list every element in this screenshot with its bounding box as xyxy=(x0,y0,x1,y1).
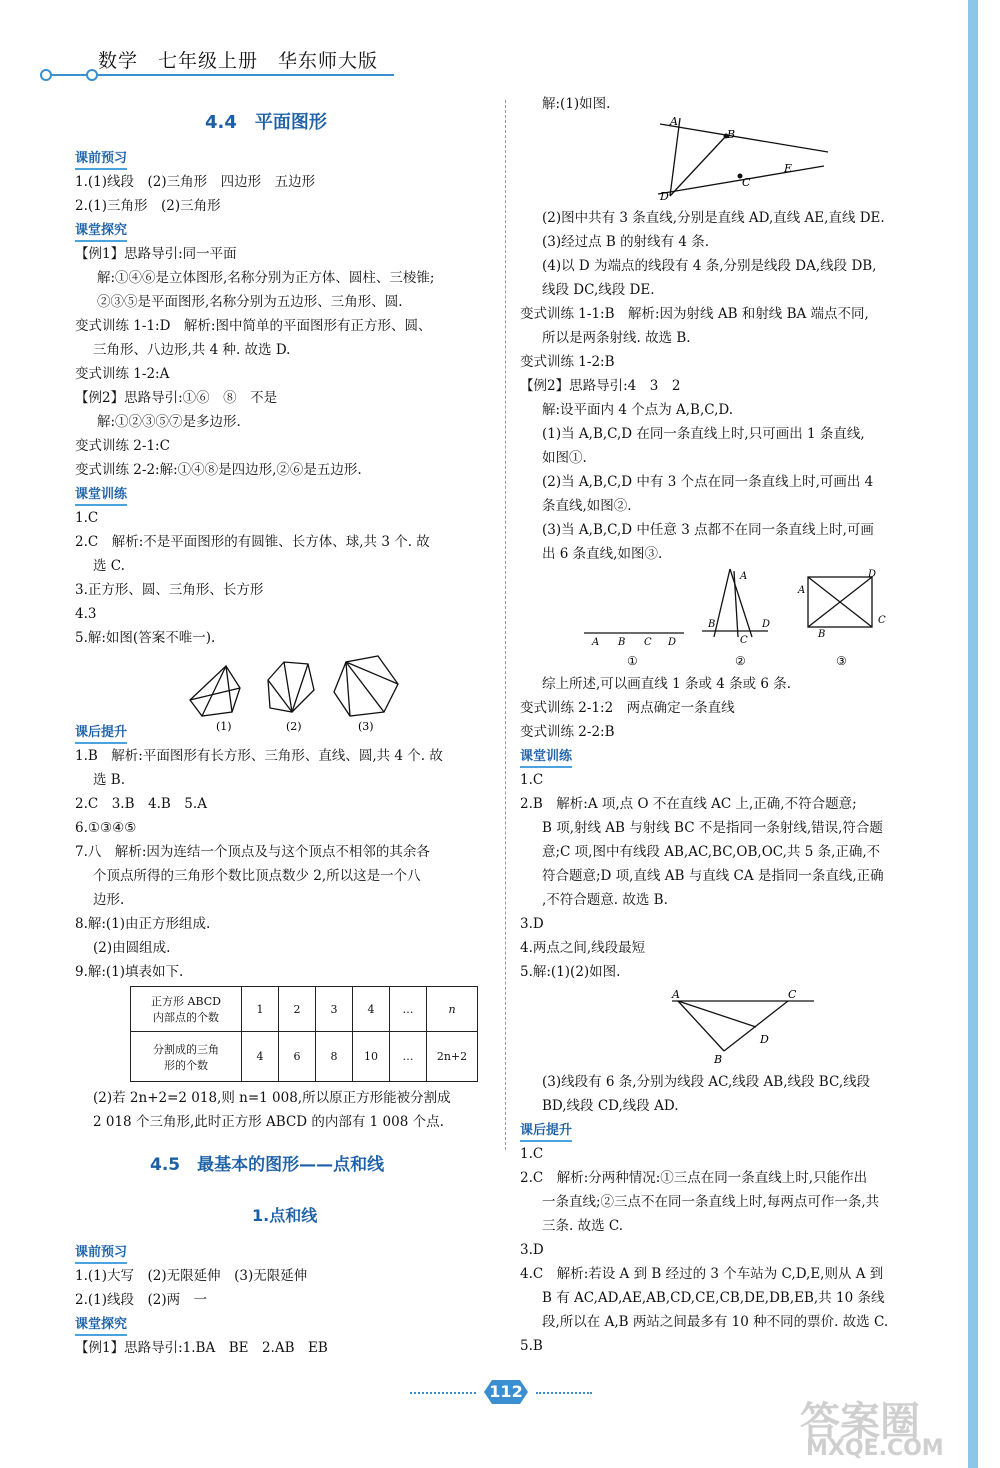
text-line: 5.B xyxy=(520,1338,543,1354)
text-line: (2)当 A,B,C,D 中有 3 个点在同一条直线上时,可画出 4 xyxy=(542,474,874,490)
text-line: 1.(1)线段 (2)三角形 四边形 五边形 xyxy=(75,174,316,190)
text-line: 一条直线;②三点不在同一条直线上时,每两点可作一条,共 xyxy=(542,1194,880,1210)
text-line: 2.C 解析:分两种情况:①三点在同一条直线上时,只能作出 xyxy=(520,1170,868,1186)
left-block-a xyxy=(75,146,434,650)
table-cell: 8 xyxy=(316,1032,353,1082)
text-line: 边形. xyxy=(93,892,125,908)
watermark-logo: 答案圈 xyxy=(800,1399,920,1445)
table-cell: … xyxy=(390,987,427,1032)
tag-line xyxy=(75,720,443,744)
table-cell: 4 xyxy=(353,987,390,1032)
text-line: 解:①④⑥是立体图形,名称分别为正方体、圆柱、三棱锥; xyxy=(97,270,435,286)
figure-four-points xyxy=(580,565,900,670)
text-line: 变式训练 2-1:C xyxy=(75,438,170,454)
footer-dotted-line xyxy=(536,1392,592,1394)
table-cell: 6 xyxy=(279,1032,316,1082)
text-line: 综上所述,可以画直线 1 条或 4 条或 6 条. xyxy=(542,676,792,692)
figure-number: ③ xyxy=(836,654,847,668)
svg-text:A: A xyxy=(740,571,748,582)
svg-text:B: B xyxy=(618,637,626,648)
svg-text:D: D xyxy=(760,1033,769,1046)
table-cell: 4 xyxy=(242,1032,279,1082)
text-line: 4.C 解析:若设 A 到 B 经过的 3 个车站为 C,D,E,则从 A 到 xyxy=(520,1266,884,1282)
text-line: 【例2】思路导引:①⑥ ⑧ 不是 xyxy=(75,390,278,406)
text-line: 9.解:(1)填表如下. xyxy=(75,964,184,980)
svg-text:C: C xyxy=(878,615,886,626)
text-line: B 项,射线 AB 与射线 BC 不是指同一条射线,错误,符合题 xyxy=(542,820,883,836)
text-line: ②③⑤是平面图形,名称分别为五边形、三角形、圆. xyxy=(97,294,403,310)
running-header: 数学 七年级上册 华东师大版 xyxy=(98,50,379,72)
svg-text:A: A xyxy=(592,637,600,648)
text-line: 5.解:如图(答案不唯一). xyxy=(75,630,216,646)
tag-line xyxy=(520,744,884,768)
svg-text:B: B xyxy=(708,619,716,630)
text-line: 如图①. xyxy=(542,450,587,466)
figure-number: ② xyxy=(735,654,746,668)
text-line: 2.(1)线段 (2)两 一 xyxy=(75,1292,208,1308)
subsection-title: 1.点和线 xyxy=(252,1206,318,1225)
section-title-4-4: 4.4 平面图形 xyxy=(205,112,327,133)
text-line: 所以是两条射线. 故选 B. xyxy=(542,330,691,346)
text-line: 1.(1)大写 (2)无限延伸 (3)无限延伸 xyxy=(75,1268,308,1284)
text-line: 2.C 3.B 4.B 5.A xyxy=(75,796,207,812)
text-line: 意;C 项,图中有线段 AB,AC,BC,OB,OC,共 5 条,正确,不 xyxy=(542,844,881,860)
text-line: 7.八 解析:因为连结一个顶点及与这个顶点不相邻的其余各 xyxy=(75,844,430,860)
tag-line xyxy=(75,482,434,506)
text-line: 1.B 解析:平面图形有长方形、三角形、直线、圆,共 4 个. 故 xyxy=(75,748,443,764)
text-line: 2 018 个三角形,此时正方形 ABCD 的内部有 1 008 个点. xyxy=(93,1114,444,1130)
page-edge-bar xyxy=(968,0,978,1468)
text-line: 1.C xyxy=(520,1146,544,1162)
column-divider xyxy=(505,100,506,1150)
text-line: 2.B 解析:A 项,点 O 不在直线 AC 上,正确,不符合题意; xyxy=(520,796,857,812)
tag-line xyxy=(75,1312,328,1336)
text-line: ,不符合题意. 故选 B. xyxy=(542,892,668,908)
tag-line xyxy=(75,1240,328,1264)
table-cell: 2 xyxy=(279,987,316,1032)
section-tag: 课前预习 xyxy=(75,150,127,170)
figure-label: (1) xyxy=(216,720,232,733)
text-line: 【例1】思路导引:同一平面 xyxy=(75,246,237,262)
point-label: B xyxy=(727,128,736,141)
text-line: 变式训练 1-2:A xyxy=(75,366,170,382)
figure-lines-1 xyxy=(650,112,840,204)
text-line: 1.C xyxy=(75,510,99,526)
text-line: 2.C 解析:不是平面图形的有圆锥、长方体、球,共 3 个. 故 xyxy=(75,534,430,550)
section-tag: 课前预习 xyxy=(75,1244,127,1264)
header-dot xyxy=(40,69,52,81)
tag-line xyxy=(75,146,434,170)
page-number: 112 xyxy=(489,1382,523,1401)
table-cell: 2n+2 xyxy=(427,1032,478,1082)
text-line: B 有 AC,AD,AE,AB,CD,CE,CB,DE,DB,EB,共 10 条线 xyxy=(542,1290,885,1306)
text-line: 个顶点所得的三角形个数比顶点数少 2,所以这是一个八 xyxy=(93,868,421,884)
section-title-4-5: 4.5 最基本的图形——点和线 xyxy=(150,1155,385,1175)
svg-text:C: C xyxy=(788,988,797,1001)
svg-text:A: A xyxy=(798,585,806,596)
left-block-d xyxy=(75,1240,328,1360)
text-line: 变式训练 1-2:B xyxy=(520,354,615,370)
svg-text:D: D xyxy=(868,569,877,580)
text-line: 选 B. xyxy=(93,772,126,788)
data-table xyxy=(130,986,478,1082)
table-cell: n xyxy=(427,987,478,1032)
svg-text:A: A xyxy=(672,988,680,1001)
point-label: A xyxy=(670,115,678,128)
text-line: (3)经过点 B 的射线有 4 条. xyxy=(542,234,710,250)
text-line: 线段 DC,线段 DE. xyxy=(542,282,655,298)
svg-text:D: D xyxy=(668,637,677,648)
table-cell: … xyxy=(390,1032,427,1082)
text-line: 解:(1)如图. xyxy=(542,96,611,112)
figure-triangle xyxy=(668,985,818,1065)
figure-number: ① xyxy=(627,654,638,668)
right-block-c xyxy=(520,1070,888,1358)
left-block-b xyxy=(75,720,443,984)
text-line: 【例2】思路导引:4 3 2 xyxy=(520,378,681,394)
section-tag: 课堂探究 xyxy=(75,1316,127,1336)
text-line: 2.(1)三角形 (2)三角形 xyxy=(75,198,221,214)
text-line: 3.正方形、圆、三角形、长方形 xyxy=(75,582,264,598)
right-top xyxy=(520,92,610,116)
text-line: (4)以 D 为端点的线段有 4 条,分别是线段 DA,线段 DB, xyxy=(542,258,877,274)
text-line: BD,线段 CD,线段 AD. xyxy=(542,1098,679,1114)
text-line: 3.D xyxy=(520,1242,544,1258)
table-cell: 10 xyxy=(353,1032,390,1082)
table-row-head: 分割成的三角 形的个数 xyxy=(131,1032,242,1082)
text-line: (2)由圆组成. xyxy=(93,940,171,956)
section-tag: 课后提升 xyxy=(520,1122,572,1142)
right-block-b xyxy=(520,672,884,984)
svg-text:B: B xyxy=(714,1053,723,1065)
text-line: (3)线段有 6 条,分别为线段 AC,线段 AB,线段 BC,线段 xyxy=(542,1074,871,1090)
text-line: 1.C xyxy=(520,772,544,788)
text-line: 解:设平面内 4 个点为 A,B,C,D. xyxy=(542,402,734,418)
point-label: C xyxy=(742,176,751,189)
svg-text:B: B xyxy=(818,629,826,640)
text-line: 三条. 故选 C. xyxy=(542,1218,624,1234)
text-line: (1)当 A,B,C,D 在同一条直线上时,只可画出 1 条直线, xyxy=(542,426,865,442)
text-line: 变式训练 2-1:2 两点确定一条直线 xyxy=(520,700,735,716)
text-line: 出 6 条直线,如图③. xyxy=(542,546,663,562)
section-tag: 课后提升 xyxy=(75,724,127,744)
section-tag: 课堂训练 xyxy=(520,748,572,768)
text-line: 3.D xyxy=(520,916,544,932)
text-line: (2)若 2n+2=2 018,则 n=1 008,所以原正方形能被分割成 xyxy=(93,1090,451,1106)
text-line: 4.两点之间,线段最短 xyxy=(520,940,646,956)
text-line: 变式训练 1-1:B 解析:因为射线 AB 和射线 BA 端点不同, xyxy=(520,306,869,322)
table-cell: 3 xyxy=(316,987,353,1032)
tag-line xyxy=(520,1118,888,1142)
text-line: 5.解:(1)(2)如图. xyxy=(520,964,621,980)
svg-text:C: C xyxy=(740,635,748,646)
section-tag: 课堂训练 xyxy=(75,486,127,506)
footer-dotted-line xyxy=(410,1392,476,1394)
text-line: 段,所以在 A,B 两站之间最多有 10 种不同的票价. 故选 C. xyxy=(542,1314,889,1330)
text-line: 【例1】思路导引:1.BA BE 2.AB EB xyxy=(75,1340,328,1356)
figure-label: (3) xyxy=(358,720,374,733)
svg-text:C: C xyxy=(644,637,652,648)
text-line: 选 C. xyxy=(93,558,125,574)
table-row-head: 正方形 ABCD 内部点的个数 xyxy=(131,987,242,1032)
text-line: 8.解:(1)由正方形组成. xyxy=(75,916,211,932)
right-block-a xyxy=(520,206,885,566)
text-line: 6.①③④⑤ xyxy=(75,820,137,836)
text-line: 4.3 xyxy=(75,606,97,622)
text-line: (2)图中共有 3 条直线,分别是直线 AD,直线 AE,直线 DE. xyxy=(542,210,885,226)
table-cell: 1 xyxy=(242,987,279,1032)
header-dot xyxy=(86,69,98,81)
left-block-c xyxy=(75,1086,451,1134)
watermark-site: MXQE.COM xyxy=(806,1436,944,1461)
text-line: 符合题意;D 项,直线 AB 与直线 CA 是指同一条直线,正确 xyxy=(542,868,884,884)
point-label: D xyxy=(660,190,669,203)
text-line: 变式训练 2-2:B xyxy=(520,724,615,740)
text-line: 条直线,如图②. xyxy=(542,498,632,514)
text-line: 变式训练 1-1:D 解析:图中简单的平面图形有正方形、圆、 xyxy=(75,318,432,334)
svg-text:D: D xyxy=(762,619,771,630)
text-line: 三角形、八边形,共 4 种. 故选 D. xyxy=(93,342,291,358)
tag-line xyxy=(75,218,434,242)
text-line: (3)当 A,B,C,D 中任意 3 点都不在同一条直线上时,可画 xyxy=(542,522,874,538)
text-line: 解:①②③⑤⑦是多边形. xyxy=(97,414,241,430)
figure-label: (2) xyxy=(286,720,302,733)
point-label: E xyxy=(784,162,793,175)
text-line: 变式训练 2-2:解:①④⑧是四边形,②⑥是五边形. xyxy=(75,462,362,478)
section-tag: 课堂探究 xyxy=(75,222,127,242)
